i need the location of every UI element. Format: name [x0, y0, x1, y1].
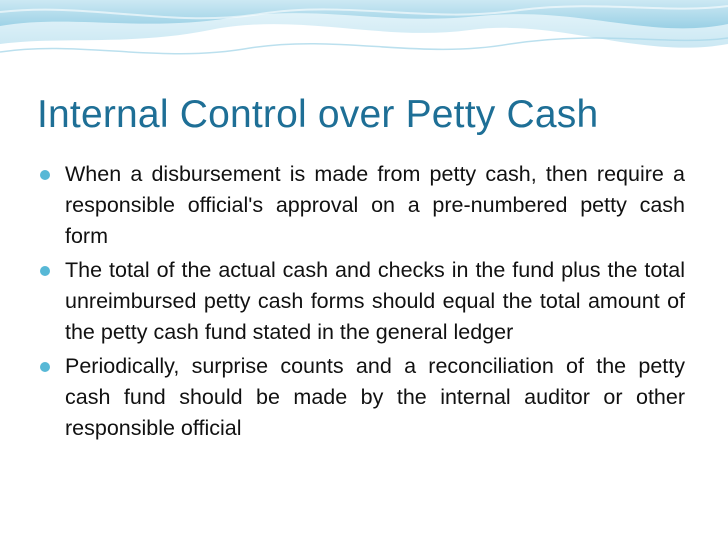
bullet-item: [39, 159, 685, 252]
wave-header-decoration: [0, 0, 728, 80]
disc-bullet-icon: [40, 266, 50, 276]
bullet-text: When a disbursement is made from petty cash, then require a responsible official's approval on a pre-numbered petty cash form: [65, 162, 685, 248]
bullet-list: [39, 159, 685, 447]
bullet-item: [39, 255, 685, 348]
bullet-item: [39, 351, 685, 444]
disc-bullet-icon: [40, 170, 50, 180]
bullet-text: The total of the actual cash and checks in the fund plus the total unreimbursed petty cash forms should equal the total amount of the petty cash fund stated in the general ledger: [65, 258, 685, 344]
slide-title: Internal Control over Petty Cash: [37, 93, 599, 136]
disc-bullet-icon: [40, 362, 50, 372]
bullet-text: Periodically, surprise counts and a reconciliation of the petty cash fund should be made by the internal auditor or other responsible official: [65, 354, 685, 440]
